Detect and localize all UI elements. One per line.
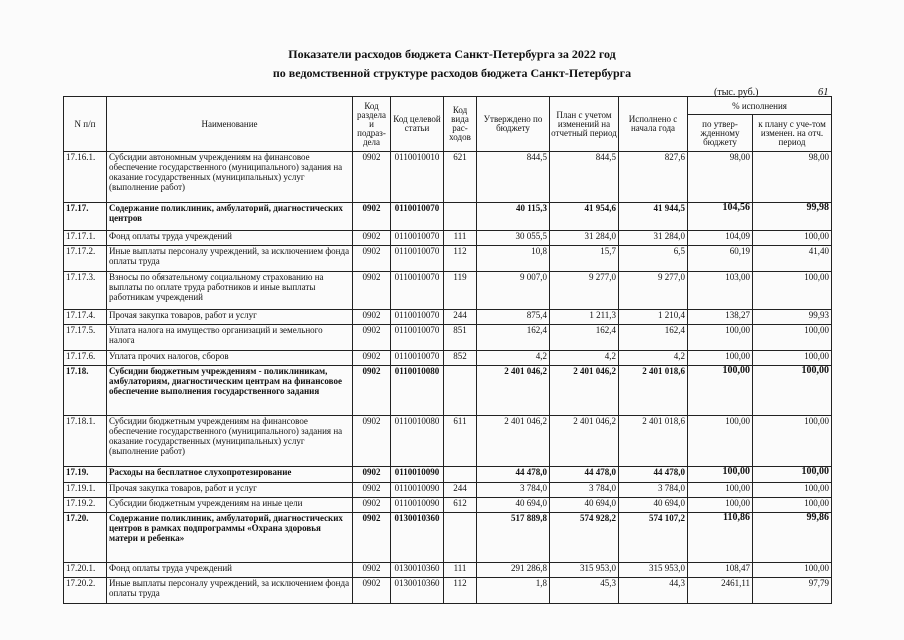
row-executed: 44,3 <box>619 578 688 604</box>
row-executed: 3 784,0 <box>619 483 688 498</box>
row-type-code: 244 <box>444 483 477 498</box>
row-executed: 162,4 <box>619 325 688 351</box>
row-name: Фонд оплаты труда учреждений <box>107 231 353 246</box>
row-section-code: 0902 <box>353 246 391 272</box>
row-pct-approved: 100,00 <box>688 351 753 366</box>
row-pct-approved: 104,09 <box>688 231 753 246</box>
row-target-code: 0130010360 <box>391 578 444 604</box>
row-approved: 1,8 <box>477 578 550 604</box>
row-approved: 44 478,0 <box>477 467 550 483</box>
row-section-code: 0902 <box>353 310 391 325</box>
row-section-code: 0902 <box>353 325 391 351</box>
row-target-code: 0110010070 <box>391 246 444 272</box>
row-approved: 40 115,3 <box>477 203 550 231</box>
row-plan: 4,2 <box>550 351 619 366</box>
table-row <box>64 416 832 467</box>
row-executed: 315 953,0 <box>619 563 688 578</box>
table-row <box>64 483 832 498</box>
row-executed: 4,2 <box>619 351 688 366</box>
table-row <box>64 578 832 604</box>
table-row <box>64 203 832 231</box>
row-target-code: 0110010070 <box>391 325 444 351</box>
row-plan: 15,7 <box>550 246 619 272</box>
row-pct-approved: 100,00 <box>688 416 753 467</box>
row-executed: 31 284,0 <box>619 231 688 246</box>
row-pct-plan: 99,98 <box>753 203 832 231</box>
row-plan: 45,3 <box>550 578 619 604</box>
row-type-code: 111 <box>444 231 477 246</box>
row-pct-plan: 100,00 <box>753 563 832 578</box>
row-name: Иные выплаты персоналу учреждений, за исключением фонда оплаты труда <box>107 246 353 272</box>
row-section-code: 0902 <box>353 498 391 513</box>
row-number: 17.19.1. <box>64 483 107 498</box>
unit-label: (тыс. руб.) <box>714 87 759 98</box>
header-section-code: Код раздела и подраз-дела <box>353 97 391 152</box>
row-type-code: 119 <box>444 272 477 310</box>
row-pct-approved: 2461,11 <box>688 578 753 604</box>
row-type-code: 611 <box>444 416 477 467</box>
header-approved: Утверждено по бюджету <box>477 97 550 152</box>
row-number: 17.16.1. <box>64 152 107 203</box>
row-plan: 3 784,0 <box>550 483 619 498</box>
row-number: 17.18.1. <box>64 416 107 467</box>
row-pct-plan: 100,00 <box>753 351 832 366</box>
row-type-code: 112 <box>444 246 477 272</box>
row-number: 17.20.2. <box>64 578 107 604</box>
row-pct-approved: 100,00 <box>688 483 753 498</box>
row-pct-plan: 97,79 <box>753 578 832 604</box>
row-number: 17.17. <box>64 203 107 231</box>
row-executed: 827,6 <box>619 152 688 203</box>
row-target-code: 0110010090 <box>391 467 444 483</box>
document-title-line2: по ведомственной структуре расходов бюджета Санкт-Петербурга <box>272 66 632 80</box>
row-section-code: 0902 <box>353 152 391 203</box>
row-name: Субсидии бюджетным учреждениям на финансовое обеспечение государственного (муниципального) задания на оказание государственных (муниципальных) услуг (выполнение работ) <box>107 416 353 467</box>
document-title-line1: Показатели расходов бюджета Санкт-Петербурга за 2022 год <box>288 47 616 61</box>
row-name: Прочая закупка товаров, работ и услуг <box>107 310 353 325</box>
row-pct-approved: 98,00 <box>688 152 753 203</box>
row-type-code: 612 <box>444 498 477 513</box>
row-type-code: 852 <box>444 351 477 366</box>
row-approved: 517 889,8 <box>477 513 550 563</box>
row-plan: 40 694,0 <box>550 498 619 513</box>
row-plan: 41 954,6 <box>550 203 619 231</box>
table-row <box>64 246 832 272</box>
row-section-code: 0902 <box>353 563 391 578</box>
row-executed: 6,5 <box>619 246 688 272</box>
row-plan: 1 211,3 <box>550 310 619 325</box>
row-pct-plan: 100,00 <box>753 366 832 416</box>
row-pct-plan: 99,93 <box>753 310 832 325</box>
row-number: 17.17.1. <box>64 231 107 246</box>
header-target-code: Код целевой статьи <box>391 97 444 152</box>
row-approved: 10,8 <box>477 246 550 272</box>
header-pct-group: % исполнения <box>688 97 832 115</box>
row-name: Субсидии бюджетным учреждениям - поликлиникам, амбулаториям, диагностическим центрам на финансовое обеспечение выполнения государственного задания <box>107 366 353 416</box>
row-name: Субсидии автономным учреждениям на финансовое обеспечение государственного (муниципального) задания на оказание государственных (муниципальных) услуг (выполнение работ) <box>107 152 353 203</box>
row-pct-plan: 100,00 <box>753 467 832 483</box>
row-type-code <box>444 513 477 563</box>
row-pct-approved: 100,00 <box>688 498 753 513</box>
row-type-code: 111 <box>444 563 477 578</box>
row-target-code: 0130010360 <box>391 563 444 578</box>
row-number: 17.17.6. <box>64 351 107 366</box>
row-number: 17.17.4. <box>64 310 107 325</box>
header-plan: План с учетом изменений на отчетный период <box>550 97 619 152</box>
row-approved: 3 784,0 <box>477 483 550 498</box>
row-pct-approved: 104,56 <box>688 203 753 231</box>
row-number: 17.17.5. <box>64 325 107 351</box>
row-target-code: 0110010070 <box>391 203 444 231</box>
row-name: Содержание поликлиник, амбулаторий, диагностических центров в рамках подпрограммы «Охрана здоровья матери и ребенка» <box>107 513 353 563</box>
row-name: Фонд оплаты труда учреждений <box>107 563 353 578</box>
row-number: 17.20. <box>64 513 107 563</box>
row-target-code: 0110010080 <box>391 366 444 416</box>
row-type-code <box>444 467 477 483</box>
row-executed: 40 694,0 <box>619 498 688 513</box>
row-type-code: 621 <box>444 152 477 203</box>
row-plan: 574 928,2 <box>550 513 619 563</box>
row-type-code <box>444 366 477 416</box>
row-target-code: 0130010360 <box>391 513 444 563</box>
row-plan: 162,4 <box>550 325 619 351</box>
row-target-code: 0110010070 <box>391 272 444 310</box>
row-target-code: 0110010090 <box>391 498 444 513</box>
table-row <box>64 272 832 310</box>
row-section-code: 0902 <box>353 483 391 498</box>
row-number: 17.19.2. <box>64 498 107 513</box>
row-section-code: 0902 <box>353 416 391 467</box>
row-plan: 31 284,0 <box>550 231 619 246</box>
row-number: 17.18. <box>64 366 107 416</box>
row-approved: 162,4 <box>477 325 550 351</box>
row-pct-plan: 100,00 <box>753 483 832 498</box>
row-executed: 574 107,2 <box>619 513 688 563</box>
row-name: Уплата налога на имущество организаций и земельного налога <box>107 325 353 351</box>
row-section-code: 0902 <box>353 467 391 483</box>
row-target-code: 0110010090 <box>391 483 444 498</box>
row-pct-approved: 100,00 <box>688 366 753 416</box>
row-pct-plan: 98,00 <box>753 152 832 203</box>
row-section-code: 0902 <box>353 578 391 604</box>
row-pct-approved: 100,00 <box>688 325 753 351</box>
row-pct-plan: 100,00 <box>753 498 832 513</box>
row-approved: 291 286,8 <box>477 563 550 578</box>
row-name: Иные выплаты персоналу учреждений, за исключением фонда оплаты труда <box>107 578 353 604</box>
header-type-code: Код вида рас-ходов <box>444 97 477 152</box>
row-plan: 315 953,0 <box>550 563 619 578</box>
row-pct-approved: 103,00 <box>688 272 753 310</box>
row-target-code: 0110010070 <box>391 310 444 325</box>
row-type-code: 112 <box>444 578 477 604</box>
row-plan: 2 401 046,2 <box>550 366 619 416</box>
row-executed: 2 401 018,6 <box>619 366 688 416</box>
row-pct-approved: 100,00 <box>688 467 753 483</box>
row-target-code: 0110010080 <box>391 416 444 467</box>
row-approved: 875,4 <box>477 310 550 325</box>
row-section-code: 0902 <box>353 366 391 416</box>
row-name: Содержание поликлиник, амбулаторий, диагностических центров <box>107 203 353 231</box>
row-number: 17.19. <box>64 467 107 483</box>
row-section-code: 0902 <box>353 231 391 246</box>
row-section-code: 0902 <box>353 351 391 366</box>
row-pct-plan: 100,00 <box>753 272 832 310</box>
row-number: 17.17.3. <box>64 272 107 310</box>
row-pct-plan: 100,00 <box>753 416 832 467</box>
row-pct-approved: 110,86 <box>688 513 753 563</box>
row-plan: 9 277,0 <box>550 272 619 310</box>
row-executed: 2 401 018,6 <box>619 416 688 467</box>
table-row <box>64 310 832 325</box>
row-number: 17.17.2. <box>64 246 107 272</box>
row-approved: 2 401 046,2 <box>477 366 550 416</box>
row-name: Расходы на бесплатное слухопротезирование <box>107 467 353 483</box>
row-executed: 9 277,0 <box>619 272 688 310</box>
row-plan: 2 401 046,2 <box>550 416 619 467</box>
row-pct-plan: 100,00 <box>753 325 832 351</box>
table-row <box>64 563 832 578</box>
row-pct-plan: 41,40 <box>753 246 832 272</box>
page-number: 61 <box>818 87 829 98</box>
row-type-code <box>444 203 477 231</box>
header-num: N п/п <box>64 97 107 152</box>
row-executed: 41 944,5 <box>619 203 688 231</box>
row-section-code: 0902 <box>353 272 391 310</box>
row-approved: 30 055,5 <box>477 231 550 246</box>
row-section-code: 0902 <box>353 203 391 231</box>
expenditure-table <box>63 96 832 604</box>
row-target-code: 0110010070 <box>391 351 444 366</box>
row-approved: 844,5 <box>477 152 550 203</box>
row-approved: 40 694,0 <box>477 498 550 513</box>
row-pct-approved: 108,47 <box>688 563 753 578</box>
row-pct-approved: 138,27 <box>688 310 753 325</box>
row-type-code: 851 <box>444 325 477 351</box>
table-row <box>64 325 832 351</box>
table-row <box>64 498 832 513</box>
table-row <box>64 366 832 416</box>
header-name: Наименование <box>107 97 353 152</box>
row-approved: 2 401 046,2 <box>477 416 550 467</box>
row-executed: 44 478,0 <box>619 467 688 483</box>
row-pct-plan: 99,86 <box>753 513 832 563</box>
row-target-code: 0110010010 <box>391 152 444 203</box>
header-pct-approved: по утвер-жденному бюджету <box>688 115 753 152</box>
header-executed: Исполнено с начала года <box>619 97 688 152</box>
table-row <box>64 351 832 366</box>
row-plan: 44 478,0 <box>550 467 619 483</box>
row-pct-plan: 100,00 <box>753 231 832 246</box>
row-pct-approved: 60,19 <box>688 246 753 272</box>
row-name: Взносы по обязательному социальному страхованию на выплаты по оплате труда работников и иные выплаты работникам учреждений <box>107 272 353 310</box>
table-row <box>64 513 832 563</box>
header-pct-plan: к плану с уче-том изменен. на отч. период <box>753 115 832 152</box>
row-name: Субсидии бюджетным учреждениям на иные цели <box>107 498 353 513</box>
row-plan: 844,5 <box>550 152 619 203</box>
row-section-code: 0902 <box>353 513 391 563</box>
row-approved: 4,2 <box>477 351 550 366</box>
row-target-code: 0110010070 <box>391 231 444 246</box>
table-row <box>64 467 832 483</box>
row-name: Прочая закупка товаров, работ и услуг <box>107 483 353 498</box>
table-row <box>64 231 832 246</box>
table-row <box>64 152 832 203</box>
row-type-code: 244 <box>444 310 477 325</box>
row-approved: 9 007,0 <box>477 272 550 310</box>
row-name: Уплата прочих налогов, сборов <box>107 351 353 366</box>
row-number: 17.20.1. <box>64 563 107 578</box>
row-executed: 1 210,4 <box>619 310 688 325</box>
